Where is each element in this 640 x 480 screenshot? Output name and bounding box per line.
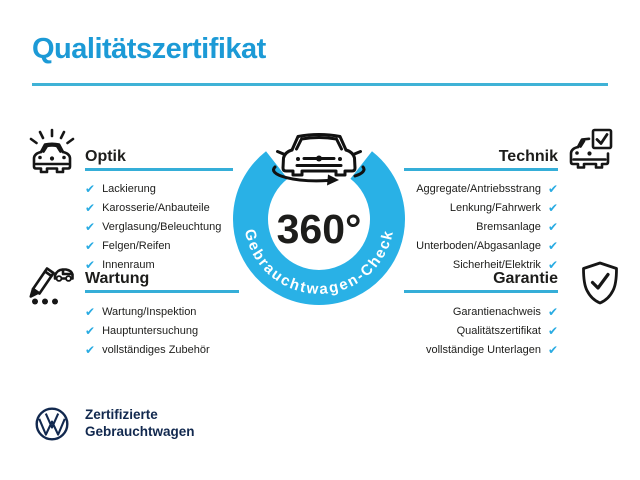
check-icon: ✔: [547, 200, 558, 215]
checklist-item-label: vollständige Unterlagen: [425, 343, 541, 356]
check-icon: ✔: [85, 238, 96, 253]
checklist-item-label: Verglasung/Beleuchtung: [102, 220, 222, 233]
checklist-item-label: Wartung/Inspektion: [102, 305, 197, 318]
checklist-item: [453, 302, 558, 321]
checklist-item: [457, 321, 558, 340]
checklist-item-label: vollständiges Zubehör: [102, 343, 210, 356]
checklist-item: [85, 302, 210, 321]
check-icon: ✔: [85, 181, 96, 196]
check-icon: ✔: [547, 342, 558, 357]
car-shine-icon: [26, 128, 78, 176]
check-icon: ✔: [85, 342, 96, 357]
car-checkbox-icon: [566, 126, 616, 178]
check-icon: ✔: [547, 238, 558, 253]
garantie-checklist: [426, 302, 558, 359]
section-heading-technik: Technik: [498, 148, 558, 165]
checklist-item-label: Bremsanlage: [476, 220, 541, 233]
checklist-item: [450, 198, 558, 217]
check-icon: ✔: [85, 304, 96, 319]
shield-check-icon: [578, 260, 622, 306]
checklist-item-label: Karosserie/Anbauteile: [102, 201, 210, 214]
checklist-item-label: Lackierung: [102, 182, 156, 195]
section-heading-garantie: Garantie: [493, 270, 558, 287]
checklist-item: [426, 340, 558, 359]
checklist-item-label: Hauptuntersuchung: [102, 324, 199, 337]
checklist-item-label: Innenraum: [102, 258, 155, 271]
check-icon: ✔: [547, 257, 558, 272]
check-icon: ✔: [85, 200, 96, 215]
service-checklist-icon: [26, 259, 76, 307]
check-icon: ✔: [547, 304, 558, 319]
checklist-item-label: Unterboden/Abgasanlage: [416, 239, 541, 252]
center-360-badge: [200, 130, 440, 370]
check-icon: ✔: [547, 219, 558, 234]
checklist-item-label: Lenkung/Fahrwerk: [449, 201, 541, 214]
footer-brand-line1: Zertifizierte: [85, 407, 158, 422]
page-title: Qualitätszertifikat: [32, 33, 266, 65]
checklist-item-label: Qualitätszertifikat: [456, 324, 541, 337]
footer-brand-line2: Gebrauchtwagen: [85, 424, 195, 439]
checklist-item: [85, 340, 210, 359]
check-icon: ✔: [85, 323, 96, 338]
section-heading-wartung: Wartung: [85, 270, 150, 287]
checklist-item-label: Aggregate/Antriebsstrang: [416, 182, 541, 195]
check-icon: ✔: [85, 257, 96, 272]
checklist-item-label: Sicherheit/Elektrik: [452, 258, 541, 271]
checklist-item: [476, 217, 558, 236]
check-icon: ✔: [547, 323, 558, 338]
ring-curved-label: Gebrauchtwagen-Check: [240, 227, 398, 299]
check-icon: ✔: [85, 219, 96, 234]
checklist-item: [85, 321, 210, 340]
check-icon: ✔: [547, 181, 558, 196]
wartung-checklist: [85, 302, 210, 359]
checklist-item-label: Garantienachweis: [452, 305, 541, 318]
checklist-item-label: Felgen/Reifen: [102, 239, 171, 252]
title-divider: [32, 83, 608, 86]
vw-logo: [34, 406, 70, 442]
degree-label: 360°: [276, 206, 362, 252]
section-heading-optik: Optik: [85, 148, 126, 165]
footer-brand-text: [85, 406, 195, 440]
